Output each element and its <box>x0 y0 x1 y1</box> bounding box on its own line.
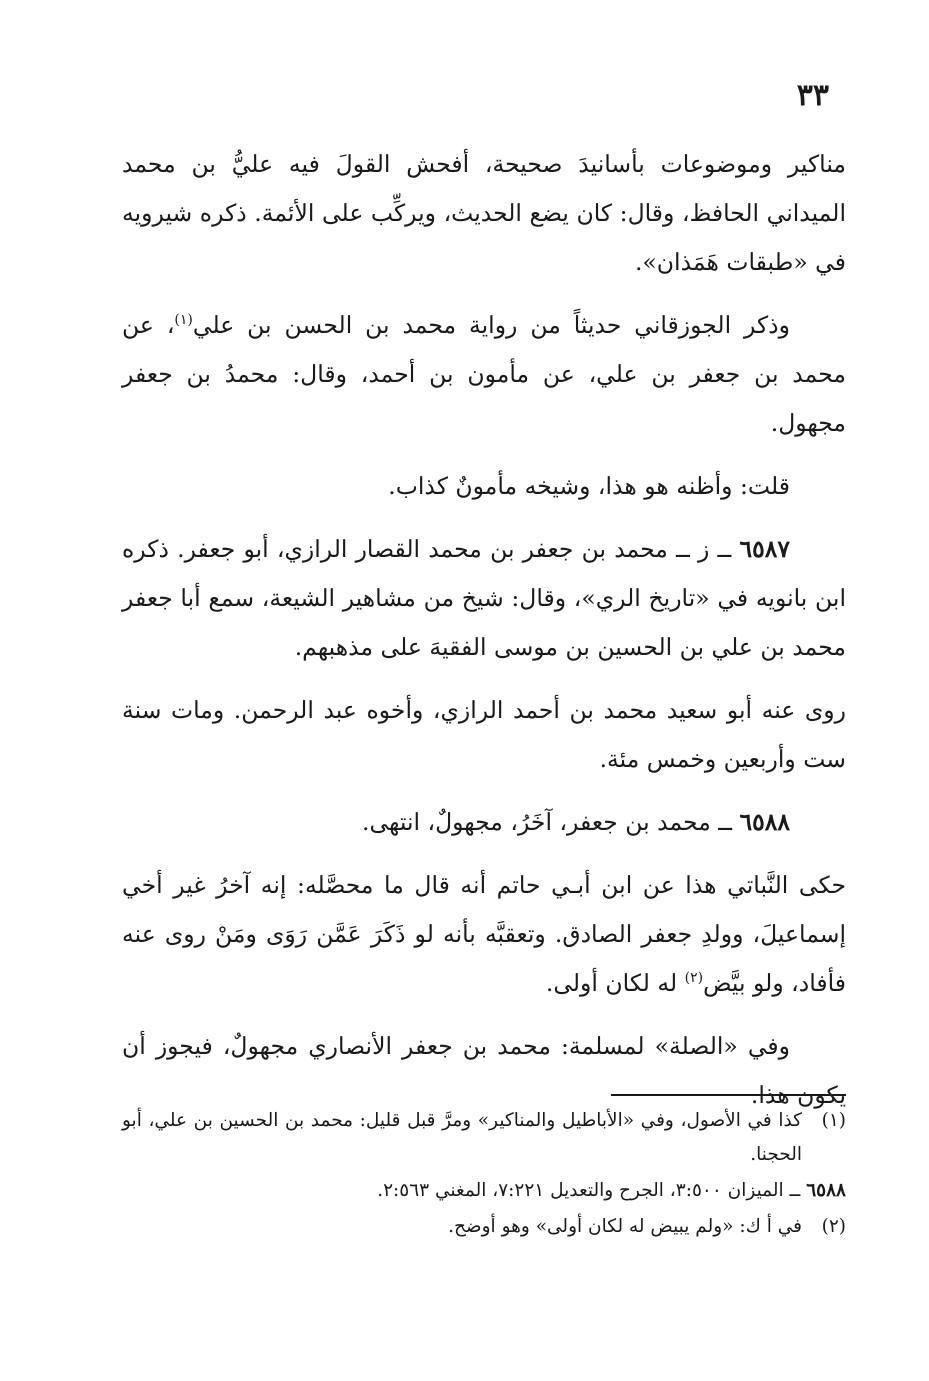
main-text <box>122 140 846 1134</box>
footnote-1 <box>122 1104 846 1172</box>
paragraph-2-text-b: ، عن محمد بن جعفر بن علي، عن مأمون بن أحمد، وقال: محمدُ بن جعفر مجهول. <box>122 311 846 437</box>
entry-6588 <box>122 798 846 847</box>
footnote-divider <box>611 1094 846 1096</box>
footnote-text: كذا في الأصول، وفي «الأباطيل والمناكير» ومرَّ قبل قليل: محمد بن الحسين بن علي، أبو الحجنا. <box>122 1110 802 1165</box>
paragraph-7-text-a: حكى النَّباتي هذا عن ابن أبـي حاتم أنه قال ما محصَّله: إنه آخرُ غير أخي إسماعيلَ، وولدِ جعفر الصادق. وتعقبَّه بأنه لو ذَكَرَ عَمَّن رَوَى ومَنْ روى عنه فأفاد، ولو بيَّض <box>122 871 846 997</box>
footnote-marker: (١) <box>821 1110 846 1131</box>
paragraph-2-text-a: وذكر الجوزقاني حديثاً من رواية محمد بن الحسن بن علي <box>192 311 790 339</box>
footnote-text: في أ ك: «ولم يبيض له لكان أولى» وهو أوضح. <box>448 1216 802 1237</box>
paragraph-1: مناكير وموضوعات بأسانيدَ صحيحة، أفحش القولَ فيه عليُّ بن محمد الميداني الحافظ، وقال: كان يضع الحديث، ويركِّب على الأئمة. ذكره شيرويه في «طبقات هَمَذان». <box>122 150 846 276</box>
entry-number: ٦٥٨٨ <box>739 808 790 836</box>
paragraph-5: روى عنه أبو سعيد محمد بن أحمد الرازي، وأخوه عبد الرحمن. ومات سنة ست وأربعين وخمس مئة. <box>122 696 846 773</box>
footnote-sources-6588 <box>122 1174 846 1208</box>
paragraph-7-text-b: له لكان أولى. <box>545 969 685 997</box>
footnote-ref-2: (٢) <box>684 970 704 987</box>
entry-number: ٦٥٨٧ <box>739 535 790 563</box>
footnote-2 <box>122 1210 846 1244</box>
entry-text: ــ محمد بن جعفر، آخَرُ، مجهولٌ، انتهى. <box>361 808 740 836</box>
footnote-text: ــ الميزان ٣:٥٠٠، الجرح والتعديل ٧:٢٢١، المغني ٢:٥٦٣. <box>377 1180 807 1201</box>
paragraph-2 <box>122 301 846 448</box>
footnote-marker: (٢) <box>821 1216 846 1237</box>
paragraph-7 <box>122 861 846 1008</box>
footnote-ref-1: (١) <box>174 312 193 329</box>
paragraph-8: وفي «الصلة» لمسلمة: محمد بن جعفر الأنصاري مجهولٌ، فيجوز أن يكون هذا. <box>122 1032 846 1109</box>
entry-text: ــ ز ــ محمد بن جعفر بن محمد القصار الرازي، أبو جعفر. ذكره ابن بانويه في «تاريخ الري»، وقال: شيخ من مشاهير الشيعة، سمع أبا جعفر محمد بن علي بن الحسين بن موسى الفقيهَ على مذهبهم. <box>122 535 846 661</box>
entry-6587 <box>122 525 846 672</box>
footnote-marker: ٦٥٨٨ <box>806 1180 846 1201</box>
page-number: ٣٣ <box>796 78 829 113</box>
paragraph-3: قلت: وأظنه هو هذا، وشيخه مأمونٌ كذاب. <box>388 472 790 500</box>
footnotes <box>122 1104 846 1246</box>
